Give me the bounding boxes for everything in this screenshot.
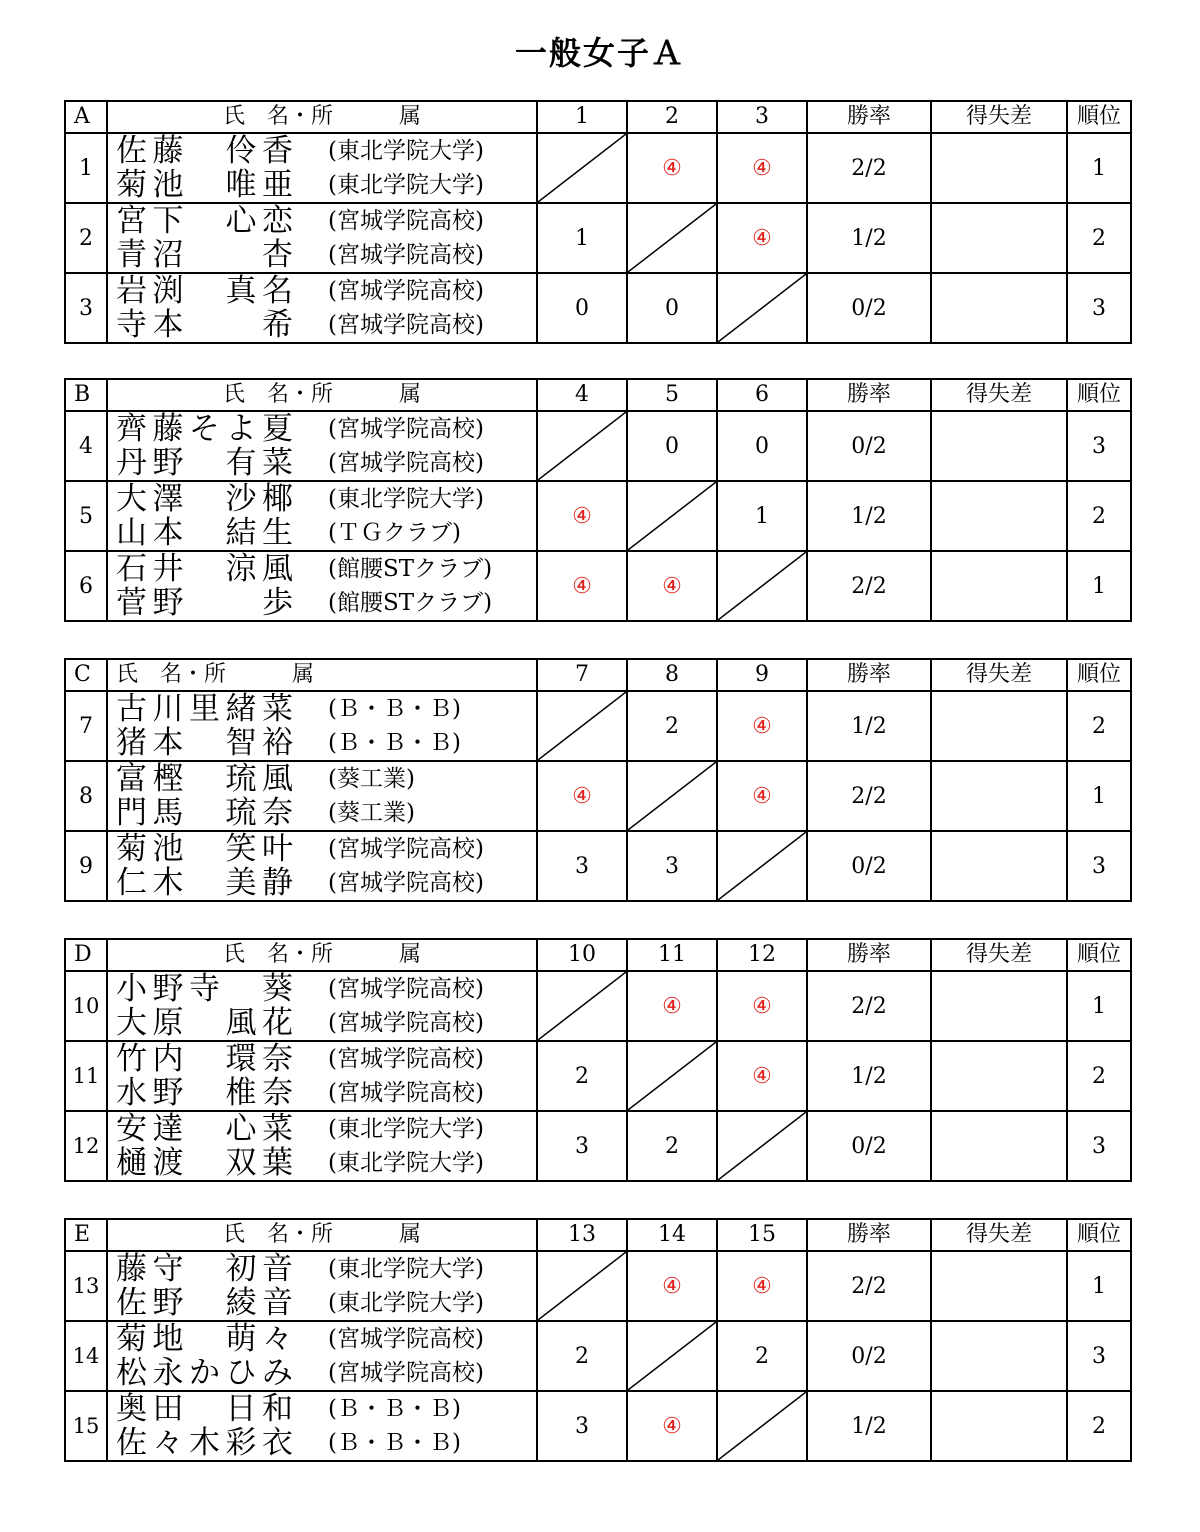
pair-number: 8: [65, 761, 107, 831]
self-match-diagonal: [537, 133, 627, 203]
player-line: [116, 972, 536, 1006]
player-name: 菊池 唯亜: [116, 167, 294, 203]
player-name: 山本 結生: [116, 515, 294, 551]
win-rate: 2/2: [807, 761, 931, 831]
opponent-number-header: 12: [717, 939, 807, 971]
group-label: C: [65, 659, 107, 691]
rank-header: 順位: [1067, 101, 1131, 133]
rank: 3: [1067, 1321, 1131, 1391]
point-diff: [931, 971, 1067, 1041]
point-diff: [931, 481, 1067, 551]
win-rate-header: 勝率: [807, 379, 931, 411]
player-name: 奥田 日和: [116, 1391, 294, 1427]
win-rate-header: 勝率: [807, 939, 931, 971]
player-line: [116, 412, 536, 446]
pair-number: 10: [65, 971, 107, 1041]
player-line: [116, 866, 536, 900]
player-line: [116, 1322, 536, 1356]
player-affiliation: (宮城学院高校): [328, 312, 484, 338]
pair-number: 7: [65, 691, 107, 761]
opponent-number-header: 11: [627, 939, 717, 971]
pair-number: 4: [65, 411, 107, 481]
match-result: ④: [627, 551, 717, 621]
player-line: [116, 308, 536, 342]
self-match-diagonal: [537, 691, 627, 761]
pair-names: [108, 482, 536, 550]
pair-number: 3: [65, 273, 107, 343]
name-affiliation-header: 氏 名・所 属: [107, 101, 537, 133]
player-affiliation: (宮城学院高校): [328, 836, 484, 862]
rank: 2: [1067, 691, 1131, 761]
player-name: 大原 風花: [116, 1005, 294, 1041]
pair-row: [65, 971, 1131, 1041]
match-result: ④: [717, 761, 807, 831]
match-result: 1: [717, 481, 807, 551]
player-name: 佐々木彩衣: [116, 1425, 294, 1461]
pair-number: 6: [65, 551, 107, 621]
player-affiliation: (宮城学院高校): [328, 1046, 484, 1072]
player-line: [116, 1252, 536, 1286]
match-result: 2: [627, 1111, 717, 1181]
win-rate: 2/2: [807, 551, 931, 621]
point-diff: [931, 1251, 1067, 1321]
player-affiliation: (宮城学院高校): [328, 1360, 484, 1386]
pair-row: [65, 1321, 1131, 1391]
header-row: [65, 379, 1131, 411]
match-result: ④: [537, 481, 627, 551]
player-line: [116, 1146, 536, 1180]
match-result: ④: [717, 971, 807, 1041]
pair-names-cell: [107, 1041, 537, 1111]
point-diff-header: 得失差: [931, 379, 1067, 411]
self-match-diagonal: [627, 761, 717, 831]
point-diff-header: 得失差: [931, 939, 1067, 971]
opponent-number-header: 5: [627, 379, 717, 411]
player-affiliation: (宮城学院高校): [328, 1010, 484, 1036]
group-table-b: [64, 378, 1132, 622]
pair-row: [65, 203, 1131, 273]
win-rate: 1/2: [807, 1041, 931, 1111]
group-table-d: [64, 938, 1132, 1182]
match-result: 3: [627, 831, 717, 901]
match-result: 3: [537, 831, 627, 901]
name-affiliation-header: 氏 名・所 属: [107, 1219, 537, 1251]
pair-names: [108, 274, 536, 342]
point-diff-header: 得失差: [931, 101, 1067, 133]
rank: 3: [1067, 831, 1131, 901]
point-diff: [931, 691, 1067, 761]
header-row: [65, 101, 1131, 133]
match-result: ④: [627, 1251, 717, 1321]
win-rate: 0/2: [807, 1111, 931, 1181]
player-line: [116, 552, 536, 586]
player-affiliation: (葵工業): [328, 766, 415, 792]
pair-names-cell: [107, 133, 537, 203]
opponent-number-header: 14: [627, 1219, 717, 1251]
pair-names-cell: [107, 1391, 537, 1461]
player-name: 猪本 智裕: [116, 725, 294, 761]
player-affiliation: (Ｂ・Ｂ・Ｂ): [328, 1430, 461, 1456]
player-line: [116, 726, 536, 760]
pair-row: [65, 411, 1131, 481]
match-result: ④: [717, 691, 807, 761]
win-rate: 1/2: [807, 691, 931, 761]
group-label: B: [65, 379, 107, 411]
opponent-number-header: 15: [717, 1219, 807, 1251]
win-rate: 0/2: [807, 411, 931, 481]
pair-names: [108, 1252, 536, 1320]
match-result: 3: [537, 1391, 627, 1461]
player-name: 富樫 琉風: [116, 761, 294, 797]
opponent-number-header: 4: [537, 379, 627, 411]
player-affiliation: (東北学院大学): [328, 1116, 484, 1142]
opponent-number-header: 8: [627, 659, 717, 691]
self-match-diagonal: [537, 1251, 627, 1321]
match-result: 1: [537, 203, 627, 273]
pair-number: 12: [65, 1111, 107, 1181]
pair-row: [65, 1391, 1131, 1461]
player-name: 丹野 有菜: [116, 445, 294, 481]
player-line: [116, 692, 536, 726]
player-affiliation: (東北学院大学): [328, 1150, 484, 1176]
win-rate: 0/2: [807, 273, 931, 343]
pair-row: [65, 761, 1131, 831]
point-diff: [931, 1041, 1067, 1111]
point-diff-header: 得失差: [931, 1219, 1067, 1251]
self-match-diagonal: [627, 1041, 717, 1111]
pair-number: 9: [65, 831, 107, 901]
pair-names-cell: [107, 481, 537, 551]
player-name: 竹内 環奈: [116, 1041, 294, 1077]
pair-names: [108, 1112, 536, 1180]
opponent-number-header: 6: [717, 379, 807, 411]
pair-names: [108, 1392, 536, 1460]
header-row: [65, 659, 1131, 691]
pair-number: 11: [65, 1041, 107, 1111]
player-name: 小野寺 葵: [116, 971, 294, 1007]
player-line: [116, 238, 536, 272]
player-name: 齊藤そよ夏: [116, 411, 294, 447]
point-diff: [931, 831, 1067, 901]
match-result: ④: [627, 1391, 717, 1461]
match-result: ④: [537, 761, 627, 831]
name-affiliation-header: 氏 名・所 属: [107, 939, 537, 971]
player-name: 樋渡 双葉: [116, 1145, 294, 1181]
pair-names: [108, 762, 536, 830]
self-match-diagonal: [627, 481, 717, 551]
opponent-number-header: 3: [717, 101, 807, 133]
point-diff-header: 得失差: [931, 659, 1067, 691]
point-diff: [931, 203, 1067, 273]
match-result: ④: [717, 133, 807, 203]
header-row: [65, 939, 1131, 971]
player-affiliation: (Ｂ・Ｂ・Ｂ): [328, 1396, 461, 1422]
point-diff: [931, 1391, 1067, 1461]
match-result: 3: [537, 1111, 627, 1181]
pair-row: [65, 1041, 1131, 1111]
player-affiliation: (宮城学院高校): [328, 870, 484, 896]
rank: 1: [1067, 1251, 1131, 1321]
group-table-c: [64, 658, 1132, 902]
group-label: A: [65, 101, 107, 133]
player-line: [116, 446, 536, 480]
pair-row: [65, 691, 1131, 761]
pair-names-cell: [107, 1321, 537, 1391]
player-affiliation: (東北学院大学): [328, 1290, 484, 1316]
pair-names-cell: [107, 273, 537, 343]
rank: 1: [1067, 551, 1131, 621]
group-table-e: [64, 1218, 1132, 1462]
player-line: [116, 1286, 536, 1320]
win-rate-header: 勝率: [807, 1219, 931, 1251]
pair-names-cell: [107, 551, 537, 621]
player-affiliation: (宮城学院高校): [328, 1326, 484, 1352]
self-match-diagonal: [537, 411, 627, 481]
player-affiliation: (Ｂ・Ｂ・Ｂ): [328, 696, 461, 722]
pair-number: 13: [65, 1251, 107, 1321]
rank: 3: [1067, 1111, 1131, 1181]
rank: 1: [1067, 133, 1131, 203]
player-line: [116, 274, 536, 308]
player-affiliation: (宮城学院高校): [328, 1080, 484, 1106]
win-rate: 2/2: [807, 1251, 931, 1321]
win-rate: 0/2: [807, 831, 931, 901]
player-name: 安達 心菜: [116, 1111, 294, 1147]
header-row: [65, 1219, 1131, 1251]
player-line: [116, 1392, 536, 1426]
pair-number: 2: [65, 203, 107, 273]
player-line: [116, 516, 536, 550]
match-result: ④: [717, 1041, 807, 1111]
point-diff: [931, 761, 1067, 831]
win-rate: 0/2: [807, 1321, 931, 1391]
rank-header: 順位: [1067, 379, 1131, 411]
group-label: E: [65, 1219, 107, 1251]
player-affiliation: (宮城学院高校): [328, 242, 484, 268]
pair-names-cell: [107, 1251, 537, 1321]
player-affiliation: (宮城学院高校): [328, 416, 484, 442]
rank: 1: [1067, 971, 1131, 1041]
player-affiliation: (宮城学院高校): [328, 278, 484, 304]
player-affiliation: (葵工業): [328, 800, 415, 826]
player-line: [116, 796, 536, 830]
pair-names: [108, 412, 536, 480]
player-name: 水野 椎奈: [116, 1075, 294, 1111]
opponent-number-header: 2: [627, 101, 717, 133]
player-affiliation: (ＴＧクラブ): [328, 520, 461, 546]
player-name: 青沼 杏: [116, 237, 294, 273]
point-diff: [931, 1111, 1067, 1181]
match-result: 2: [537, 1321, 627, 1391]
self-match-diagonal: [537, 971, 627, 1041]
pair-row: [65, 1111, 1131, 1181]
pair-names: [108, 972, 536, 1040]
player-affiliation: (東北学院大学): [328, 138, 484, 164]
player-name: 松永かひみ: [116, 1355, 294, 1391]
player-line: [116, 1006, 536, 1040]
self-match-diagonal: [717, 551, 807, 621]
pair-names: [108, 832, 536, 900]
match-result: 0: [537, 273, 627, 343]
rank: 2: [1067, 203, 1131, 273]
point-diff: [931, 1321, 1067, 1391]
player-line: [116, 1112, 536, 1146]
rank: 1: [1067, 761, 1131, 831]
player-line: [116, 168, 536, 202]
point-diff: [931, 133, 1067, 203]
player-line: [116, 832, 536, 866]
player-affiliation: (館腰STクラブ): [328, 556, 493, 582]
point-diff: [931, 551, 1067, 621]
match-result: ④: [717, 1251, 807, 1321]
win-rate: 1/2: [807, 1391, 931, 1461]
pair-row: [65, 831, 1131, 901]
match-result: ④: [717, 203, 807, 273]
match-result: 2: [627, 691, 717, 761]
group-table-a: [64, 100, 1132, 344]
pair-names-cell: [107, 761, 537, 831]
self-match-diagonal: [627, 203, 717, 273]
rank: 3: [1067, 411, 1131, 481]
name-affiliation-header: 氏 名・所 属: [107, 659, 537, 691]
pair-names-cell: [107, 411, 537, 481]
player-affiliation: (館腰STクラブ): [328, 590, 493, 616]
player-line: [116, 482, 536, 516]
pair-names: [108, 1042, 536, 1110]
rank-header: 順位: [1067, 939, 1131, 971]
pair-row: [65, 1251, 1131, 1321]
player-name: 宮下 心恋: [116, 203, 294, 239]
player-line: [116, 1356, 536, 1390]
player-affiliation: (Ｂ・Ｂ・Ｂ): [328, 730, 461, 756]
point-diff: [931, 411, 1067, 481]
opponent-number-header: 1: [537, 101, 627, 133]
player-name: 佐野 綾音: [116, 1285, 294, 1321]
pair-names-cell: [107, 691, 537, 761]
player-name: 菊地 萌々: [116, 1321, 294, 1357]
pair-row: [65, 133, 1131, 203]
player-name: 岩渕 真名: [116, 273, 294, 309]
player-line: [116, 762, 536, 796]
point-diff: [931, 273, 1067, 343]
pair-number: 15: [65, 1391, 107, 1461]
player-line: [116, 1042, 536, 1076]
pair-names: [108, 692, 536, 760]
rank: 2: [1067, 1041, 1131, 1111]
pair-number: 14: [65, 1321, 107, 1391]
self-match-diagonal: [717, 1391, 807, 1461]
pair-names: [108, 134, 536, 202]
player-name: 菅野 歩: [116, 585, 294, 621]
rank-header: 順位: [1067, 659, 1131, 691]
self-match-diagonal: [717, 273, 807, 343]
player-affiliation: (東北学院大学): [328, 172, 484, 198]
self-match-diagonal: [627, 1321, 717, 1391]
player-line: [116, 1076, 536, 1110]
win-rate-header: 勝率: [807, 659, 931, 691]
player-affiliation: (宮城学院高校): [328, 208, 484, 234]
player-line: [116, 1426, 536, 1460]
match-result: 2: [537, 1041, 627, 1111]
rank: 3: [1067, 273, 1131, 343]
player-name: 仁木 美静: [116, 865, 294, 901]
win-rate-header: 勝率: [807, 101, 931, 133]
player-line: [116, 134, 536, 168]
player-name: 寺本 希: [116, 307, 294, 343]
self-match-diagonal: [717, 1111, 807, 1181]
match-result: 0: [627, 411, 717, 481]
match-result: ④: [627, 133, 717, 203]
player-affiliation: (東北学院大学): [328, 486, 484, 512]
self-match-diagonal: [717, 831, 807, 901]
match-result: 0: [627, 273, 717, 343]
opponent-number-header: 7: [537, 659, 627, 691]
match-result: 2: [717, 1321, 807, 1391]
pair-names-cell: [107, 203, 537, 273]
player-name: 門馬 琉奈: [116, 795, 294, 831]
win-rate: 2/2: [807, 133, 931, 203]
pair-names: [108, 204, 536, 272]
player-name: 大澤 沙椰: [116, 481, 294, 517]
pair-number: 5: [65, 481, 107, 551]
match-result: ④: [627, 971, 717, 1041]
opponent-number-header: 9: [717, 659, 807, 691]
group-label: D: [65, 939, 107, 971]
rank: 2: [1067, 481, 1131, 551]
name-affiliation-header: 氏 名・所 属: [107, 379, 537, 411]
pair-row: [65, 481, 1131, 551]
player-name: 石井 涼風: [116, 551, 294, 587]
match-result: 0: [717, 411, 807, 481]
player-affiliation: (東北学院大学): [328, 1256, 484, 1282]
win-rate: 1/2: [807, 481, 931, 551]
player-name: 菊池 笑叶: [116, 831, 294, 867]
player-name: 佐藤 伶香: [116, 133, 294, 169]
pair-names-cell: [107, 971, 537, 1041]
player-affiliation: (宮城学院高校): [328, 450, 484, 476]
win-rate: 2/2: [807, 971, 931, 1041]
opponent-number-header: 13: [537, 1219, 627, 1251]
rank-header: 順位: [1067, 1219, 1131, 1251]
pair-names-cell: [107, 831, 537, 901]
pair-names-cell: [107, 1111, 537, 1181]
opponent-number-header: 10: [537, 939, 627, 971]
pair-number: 1: [65, 133, 107, 203]
pair-names: [108, 552, 536, 620]
player-line: [116, 204, 536, 238]
player-name: 古川里緒菜: [116, 691, 294, 727]
player-line: [116, 586, 536, 620]
player-name: 藤守 初音: [116, 1251, 294, 1287]
win-rate: 1/2: [807, 203, 931, 273]
rank: 2: [1067, 1391, 1131, 1461]
match-result: ④: [537, 551, 627, 621]
pair-row: [65, 551, 1131, 621]
player-affiliation: (宮城学院高校): [328, 976, 484, 1002]
page-title: 一般女子Ａ: [514, 34, 685, 72]
pair-names: [108, 1322, 536, 1390]
pair-row: [65, 273, 1131, 343]
